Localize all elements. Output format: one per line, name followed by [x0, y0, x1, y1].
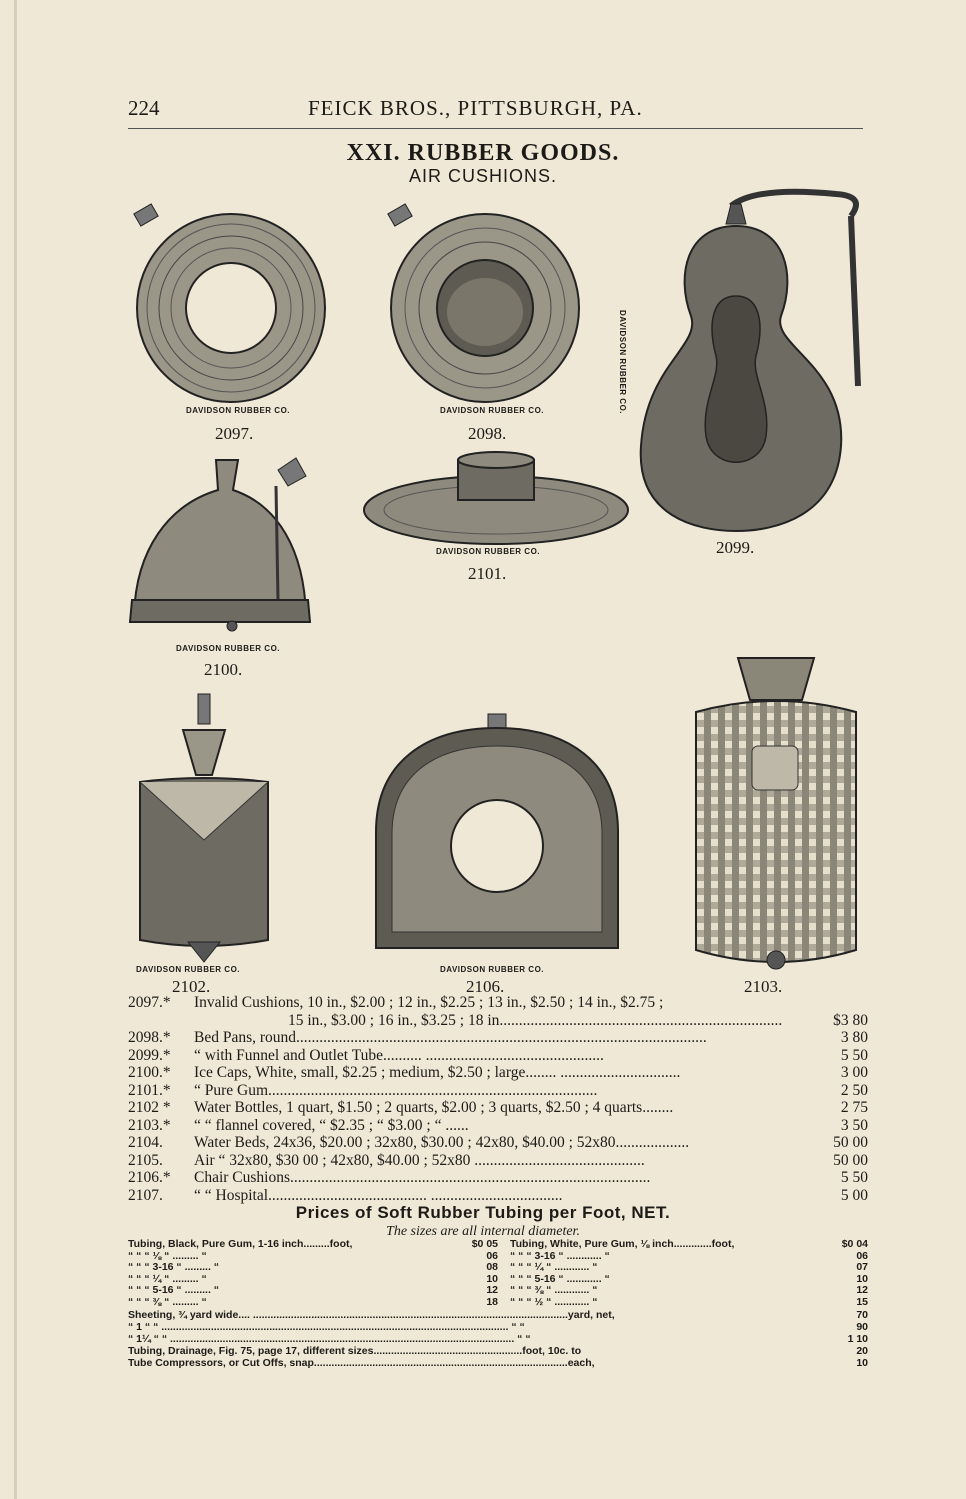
item-description: “ “ flannel covered, “ $2.35 ; “ $3.00 ; “ ......: [194, 1116, 469, 1134]
item-price: 3 80: [840, 1029, 868, 1046]
tubing-desc-white: “ “ “ 5-16 “ ............ “: [510, 1273, 610, 1285]
page-edge: [14, 0, 17, 1499]
sheeting-and-misc-table: [128, 1309, 868, 1369]
figure-2101-illustration: [360, 448, 632, 548]
tubing-desc-white: “ “ “ ½ “ ............ “: [510, 1296, 598, 1308]
table-row: [128, 1274, 868, 1286]
misc-price: 90: [856, 1321, 868, 1333]
misc-price: 70: [856, 1309, 868, 1321]
maker-label: DAVIDSON RUBBER CO.: [136, 965, 241, 974]
price-row: [128, 1187, 868, 1205]
item-description: “ “ Hospital......................................... ..................................: [194, 1186, 563, 1204]
item-description: Water Beds, 24x36, $20.00 ; 32x80, $30.00 ; 42x80, $40.00 ; 52x80...................: [194, 1134, 690, 1151]
misc-description: Tube Compressors, or Cut Offs, snap.......................................................................................each,: [128, 1357, 595, 1369]
figure-2106-illustration: [366, 712, 628, 962]
figure-2100-illustration: [128, 450, 318, 640]
tubing-price-white: 07: [856, 1261, 868, 1274]
tubing-price-white: 06: [856, 1249, 868, 1262]
item-description: Ice Caps, White, small, $2.25 ; medium, $2.50 ; large........ ...............................: [194, 1064, 681, 1081]
item-description: Bed Pans, round..........................................................................................................: [194, 1029, 707, 1046]
price-row: [128, 1029, 868, 1047]
page-header: [128, 96, 863, 129]
misc-description: “ 1 “ “ ....................................................................................................................... “ “: [128, 1321, 525, 1333]
item-price: 2 75: [840, 1099, 868, 1116]
price-row: [128, 994, 868, 1012]
tubing-price-white: 10: [856, 1272, 868, 1285]
price-row: [128, 1152, 868, 1170]
item-description: Invalid Cushions, 10 in., $2.00 ; 12 in., $2.25 ; 13 in., $2.50 ; 14 in., $2.75 ;: [194, 994, 664, 1011]
maker-label: DAVIDSON RUBBER CO.: [176, 644, 281, 653]
tubing-price-black: $0 05: [471, 1238, 498, 1250]
maker-label: DAVIDSON RUBBER CO.: [440, 406, 545, 415]
tubing-price-black: 06: [486, 1249, 498, 1262]
tubing-desc-white: “ “ “ ⅜ “ ............ “: [510, 1285, 598, 1297]
misc-description: Sheeting, ¾ yard wide.... ............................................................................................................yard, net,: [128, 1309, 615, 1321]
price-row: [128, 1012, 868, 1030]
figure-2099-illustration: [636, 186, 866, 536]
maker-label: DAVIDSON RUBBER CO.: [436, 547, 541, 556]
figure-2103-illustration: [690, 650, 862, 980]
item-number: 2106.*: [128, 1169, 171, 1186]
table-row: [128, 1309, 868, 1321]
tubing-desc-black: “ “ “ ⅛ “ ......... “: [128, 1250, 207, 1262]
item-number: 2105.: [128, 1151, 163, 1169]
item-description: Air “ 32x80, $30 00 ; 42x80, $40.00 ; 52x80 ............................................: [194, 1151, 645, 1169]
item-price: 3 50: [840, 1116, 868, 1134]
misc-price: 1 10: [847, 1333, 868, 1345]
table-row: [128, 1239, 868, 1251]
misc-description: “ 1¼ “ “ ...................................................................................................................... “ “: [128, 1333, 531, 1345]
tubing-heading: Prices of Soft Rubber Tubing per Foot, NET.: [295, 1203, 671, 1222]
figure-number-2103: 2103.: [744, 977, 783, 996]
table-row: [128, 1285, 868, 1297]
tubing-price-black: 18: [486, 1295, 498, 1308]
item-description: “ Pure Gum.....................................................................................: [194, 1081, 598, 1099]
figure-number-2102: 2102.: [172, 977, 211, 996]
item-price: 50 00: [833, 1151, 868, 1169]
figure-2098-illustration: [382, 200, 592, 405]
figure-number-2097: 2097.: [215, 424, 254, 443]
item-price: $3 80: [833, 1011, 868, 1029]
item-number: 2104.: [128, 1134, 163, 1151]
table-row: [128, 1345, 868, 1357]
item-number: 2103.*: [128, 1116, 171, 1134]
item-number: 2101.*: [128, 1081, 171, 1099]
item-number: 2100.*: [128, 1064, 171, 1081]
price-list: [128, 994, 868, 1204]
item-price: 50 00: [833, 1134, 868, 1151]
tubing-desc-black: “ “ “ 3-16 “ ......... “: [128, 1262, 220, 1274]
tubing-desc-white: “ “ “ ¼ “ ............ “: [510, 1262, 598, 1274]
table-row: [128, 1333, 868, 1345]
item-description: Chair Cushions.............................................................................................: [194, 1169, 651, 1186]
misc-description: Tubing, Drainage, Fig. 75, page 17, different sizes...................................................foot, 10c. to: [128, 1345, 582, 1357]
item-price: 3 00: [840, 1064, 868, 1081]
misc-price: 10: [856, 1357, 868, 1369]
item-description: Water Bottles, 1 quart, $1.50 ; 2 quarts, $2.00 ; 3 quarts, $2.50 ; 4 quarts........: [194, 1099, 674, 1116]
page-number: 224: [128, 96, 160, 120]
tubing-desc-black: “ “ “ ⅜ “ ......... “: [128, 1296, 207, 1308]
table-row: [128, 1297, 868, 1309]
price-row: [128, 1099, 868, 1117]
tubing-price-white: 15: [856, 1295, 868, 1308]
item-number: [128, 1012, 194, 1030]
figure-number-2098: 2098.: [468, 424, 507, 443]
item-price: [824, 994, 868, 1012]
section-subtitle: AIR CUSHIONS.: [408, 166, 558, 186]
tubing-desc-black: Tubing, Black, Pure Gum, 1-16 inch.........foot,: [128, 1239, 353, 1250]
price-row: [128, 1047, 868, 1065]
figure-2102-illustration: [128, 690, 278, 965]
maker-label-vertical: DAVIDSON RUBBER CO.: [618, 310, 627, 415]
figure-number-2099: 2099.: [716, 538, 755, 557]
table-row: [128, 1251, 868, 1263]
price-row: [128, 1082, 868, 1100]
item-description: “ with Funnel and Outlet Tube.......... ..............................................: [194, 1046, 604, 1064]
maker-label: DAVIDSON RUBBER CO.: [440, 965, 545, 974]
item-price: 5 50: [840, 1169, 868, 1186]
table-row: [128, 1262, 868, 1274]
tubing-price-white: 12: [856, 1284, 868, 1297]
table-row: [128, 1357, 868, 1369]
section-title: XXI. RUBBER GOODS.: [346, 140, 620, 166]
item-number: 2097.*: [128, 994, 171, 1011]
item-price: 2 50: [840, 1081, 868, 1099]
tubing-price-black: 08: [486, 1261, 498, 1274]
price-row: [128, 1169, 868, 1187]
tubing-price-black: 12: [486, 1284, 498, 1297]
running-title: FEICK BROS., PITTSBURGH, PA.: [308, 96, 643, 120]
tubing-price-black: 10: [486, 1272, 498, 1285]
maker-label: DAVIDSON RUBBER CO.: [186, 406, 291, 415]
item-number: 2099.*: [128, 1046, 171, 1064]
item-number: 2098.*: [128, 1029, 171, 1046]
price-row: [128, 1064, 868, 1082]
table-row: [128, 1321, 868, 1333]
figure-number-2100: 2100.: [204, 660, 243, 679]
item-price: 5 50: [840, 1046, 868, 1064]
item-number: 2102 *: [128, 1099, 171, 1116]
figure-number-2106: 2106.: [466, 977, 505, 996]
misc-price: 20: [856, 1345, 868, 1357]
item-price: 5 00: [840, 1186, 868, 1204]
tubing-desc-black: “ “ “ ¼ “ ......... “: [128, 1273, 207, 1285]
tubing-subheading: The sizes are all internal diameter.: [386, 1224, 580, 1239]
figure-2097-illustration: [128, 200, 338, 405]
tubing-price-table: [128, 1239, 868, 1309]
item-description: 15 in., $3.00 ; 16 in., $3.25 ; 18 in.........................................................................: [288, 1011, 783, 1029]
tubing-price-white: $0 04: [841, 1238, 868, 1250]
price-row: [128, 1117, 868, 1135]
figure-number-2101: 2101.: [468, 564, 507, 583]
tubing-desc-white: Tubing, White, Pure Gum, ⅛ inch.............foot,: [510, 1239, 735, 1250]
price-row: [128, 1134, 868, 1152]
tubing-desc-black: “ “ “ 5-16 “ ......... “: [128, 1285, 220, 1297]
item-number: 2107.: [128, 1186, 163, 1204]
tubing-desc-white: “ “ “ 3-16 “ ............ “: [510, 1250, 610, 1262]
